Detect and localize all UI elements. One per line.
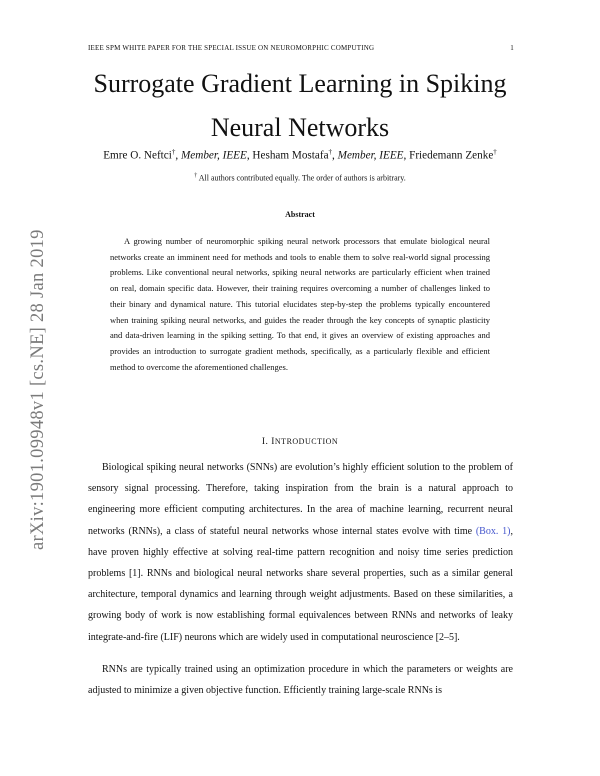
affiliation-text: All authors contributed equally. The order of authors is arbitrary. [198,173,406,183]
body-paragraph-1 [88,457,513,648]
running-title: IEEE SPM WHITE PAPER FOR THE SPECIAL ISSUE ON NEUROMORPHIC COMPUTING [88,44,375,52]
section-heading [200,437,400,447]
abstract-text: A growing number of neuromorphic spiking neural network processors that emulate biological neural networks create an imminent need for methods and tools to enable them to solve real-world signal processing problems. Like conventional neural networks, spiking neural networks are particularly efficient when trained on real, domain specific data. However, their training requires overcoming a number of challenges linked to their binary and dynamical nature. This tutorial elucidates step-by-step the problems typically encountered when training spiking neural networks, and guides the reader through the key concepts of synaptic plasticity and data-driven learning in the spiking setting. To that end, it gives an overview of existing approaches and provides an introduction to surrogate gradient methods, specifically, as a particularly flexible and efficient method to overcome the aforementioned challenges. [110,236,490,372]
paragraph-text: Biological spiking neural networks (SNNs) are evolution’s highly efficient solution to the problem of sensory signal processing. Therefore, taking inspiration from the brain is a natural approach to engineering more efficient computing architectures. In the area of machine learning, recurrent neural networks (RNNs), a class of stateful neural networks whose internal states evolve with time [88,462,513,537]
author-role: Member, IEEE [337,149,404,162]
paragraph-text: , have proven highly effective at solving real-time pattern recognition and noisy time series prediction problems [1]. RNNs and biological neural networks share several properties, such as a similar general architecture, temporal dynamics and learning through weight adjustments. Based on these similarities, a growing body of work is now establishing formal equivalences between RNNs and networks of leaky integrate-and-fire (LIF) neurons which are widely used in computational neuroscience [2–5]. [88,525,513,643]
author-mark: † [328,148,333,156]
section-name-initial: I [271,437,275,447]
author-name: Emre O. Neftci [103,149,172,162]
running-header [88,44,514,52]
author-role: Member, IEEE [180,149,247,162]
section-name-rest: NTRODUCTION [274,437,339,446]
title-line-2: Neural Networks [210,113,390,142]
title-line-1: Surrogate Gradient Learning in Spiking [93,69,507,98]
author-separator: , [332,149,335,162]
body-paragraph-2: RNNs are typically trained using an optimization procedure in which the parameters or weights are adjusted to minimize a given objective function. Efficiently training large-scale RNNs is [88,664,513,697]
paper-title [60,62,540,150]
abstract-heading: Abstract [285,210,315,219]
author-mark: † [171,148,176,156]
author-name: Hesham Mostafa [252,149,329,162]
affiliation-note [60,173,540,183]
affiliation-mark: † [194,173,198,179]
page-number: 1 [510,44,514,52]
box-reference-link[interactable]: (Box. 1) [475,525,511,537]
author-separator: , [246,149,250,162]
author-separator: , [403,149,407,162]
section-number: I. [261,437,269,447]
author-mark: † [493,148,497,156]
author-separator: , [175,149,179,162]
author-list [40,148,560,162]
author-name: Friedemann Zenke [409,149,494,162]
arxiv-stamp: arXiv:1901.09948v1 [cs.NE] 28 Jan 2019 [28,229,48,550]
